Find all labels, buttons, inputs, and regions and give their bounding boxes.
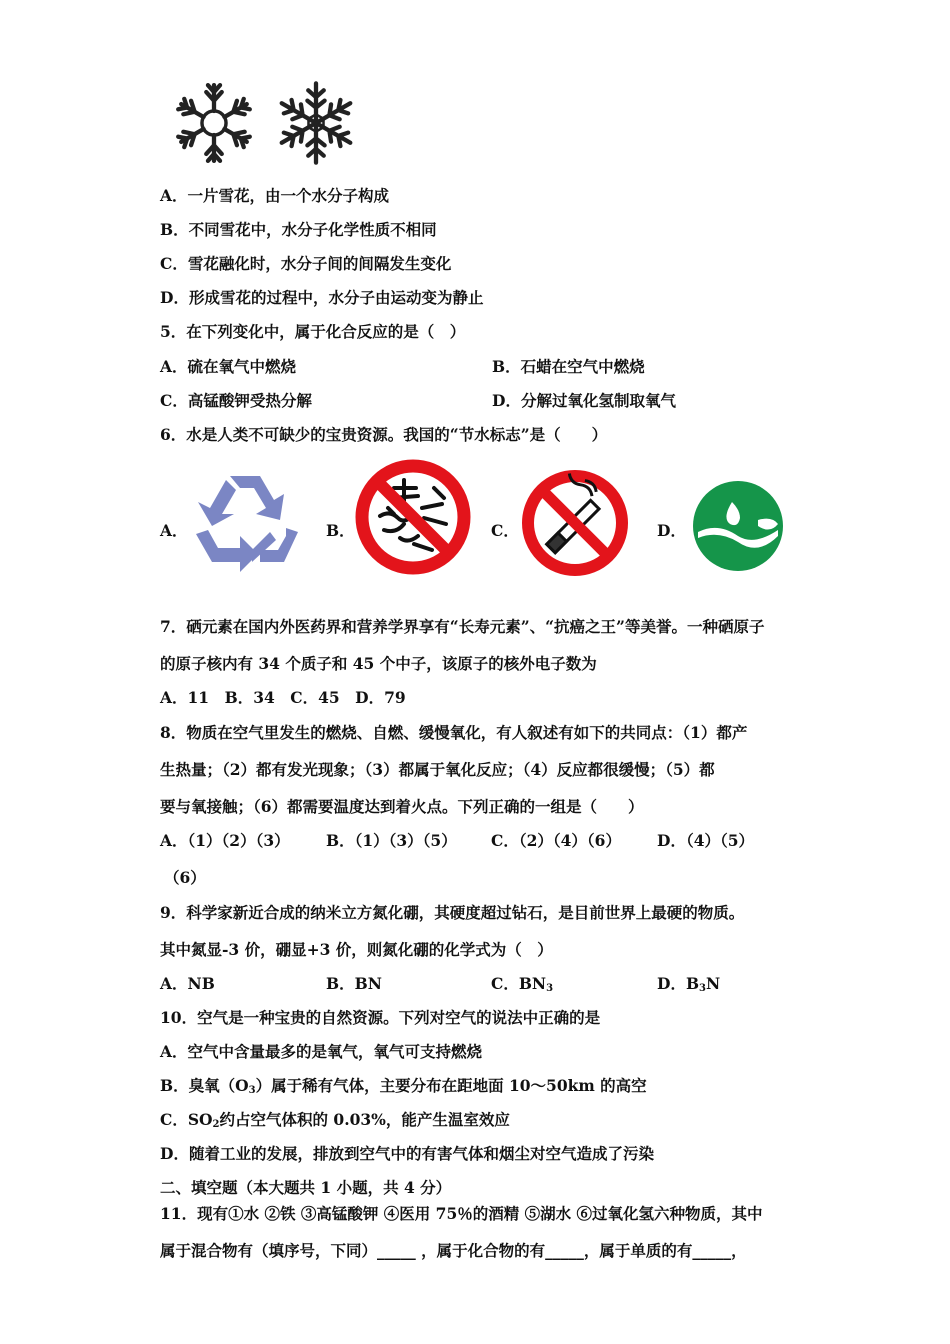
- q7-line-2: 的原子核内有 34 个质子和 45 个中子，该原子的核外电子数为: [160, 654, 597, 673]
- recycle-icon: [190, 470, 302, 572]
- q8-option-a: A．（1）（2）（3）: [160, 831, 290, 850]
- water-saving-icon: [692, 480, 784, 572]
- no-logging-icon: [354, 458, 472, 576]
- q11-line-2: 属于混合物有（填序号，下同）_____ ，属于化合物的有_____，属于单质的有_____，: [160, 1241, 747, 1260]
- no-smoking-icon: [520, 468, 630, 578]
- q8-option-c: C．（2）（4）（6）: [491, 831, 621, 850]
- q8-line-1: 8．物质在空气里发生的燃烧、自燃、缓慢氧化，有人叙述有如下的共同点：（1）都产: [160, 723, 748, 742]
- q9-line-1: 9．科学家新近合成的纳米立方氮化硼，其硬度超过钻石，是目前世界上最硬的物质。: [160, 903, 745, 922]
- q7-line-1: 7．硒元素在国内外医药界和营养学界享有“长寿元素”、“抗癌之王”等美誉。一种硒原子: [160, 617, 765, 636]
- q7-options: A．11 B．34 C．45 D．79: [160, 688, 406, 707]
- section-title: 二、填空题（本大题共 1 小题，共 4 分）: [160, 1178, 452, 1197]
- q9-option-c: C．$BN_3$: [491, 974, 554, 994]
- q5-option-a: A．硫在氧气中燃烧: [160, 357, 297, 376]
- q6-stem: 6．水是人类不可缺少的宝贵资源。我国的“节水标志”是（ ）: [160, 425, 608, 444]
- q11-line-1: 11．现有①水 ②铁 ③高锰酸钾 ④医用 75％的酒精 ⑤湖水 ⑥过氧化氢六种物质，其中: [160, 1204, 763, 1223]
- q8-option-d: D．（4）（5）: [657, 831, 755, 850]
- q8-option-d-cont: （6）: [164, 868, 206, 887]
- q10-option-c: C．$SO_2$约占空气体积的 0.03%，能产生温室效应: [160, 1110, 510, 1130]
- q4-option-d: D．形成雪花的过程中，水分子由运动变为静止: [160, 288, 484, 307]
- q10-option-b: B．臭氧$(O_3)$属于稀有气体，主要分布在距地面 10～50km 的高空: [160, 1076, 647, 1096]
- q8-line-2: 生热量；（2）都有发光现象；（3）都属于氧化反应；（4）反应都很缓慢；（5）都: [160, 760, 715, 779]
- q10-option-a: A．空气中含量最多的是氧气，氧气可支持燃烧: [160, 1042, 483, 1061]
- q9-line-2: 其中氮显-3 价，硼显+3 价，则氮化硼的化学式为（ ）: [160, 940, 553, 959]
- q6-label-a: A．: [160, 521, 188, 540]
- q4-option-b: B．不同雪花中，水分子化学性质不相同: [160, 220, 437, 239]
- q6-label-b: B．: [326, 521, 355, 540]
- q6-label-d: D．: [657, 521, 686, 540]
- q9-option-d: D．$B_3N$: [657, 974, 721, 994]
- q9-option-b: B．BN: [326, 974, 382, 993]
- q10-stem: 10．空气是一种宝贵的自然资源。下列对空气的说法中正确的是: [160, 1008, 601, 1027]
- q8-line-3: 要与氧接触；（6）都需要温度达到着火点。下列正确的一组是（ ）: [160, 797, 644, 816]
- snowflake-icon: [272, 80, 360, 166]
- q6-label-c: C．: [491, 521, 519, 540]
- q5-option-c: C．高锰酸钾受热分解: [160, 391, 312, 410]
- snowflake-icon: [165, 80, 263, 166]
- q4-option-a: A．一片雪花，由一个水分子构成: [160, 186, 390, 205]
- q9-option-a: A．NB: [160, 974, 215, 993]
- q4-option-c: C．雪花融化时，水分子间的间隔发生变化: [160, 254, 452, 273]
- q8-option-b: B．（1）（3）（5）: [326, 831, 457, 850]
- q10-option-d: D．随着工业的发展，排放到空气中的有害气体和烟尘对空气造成了污染: [160, 1144, 654, 1163]
- q5-stem: 5．在下列变化中，属于化合反应的是（ ）: [160, 322, 466, 341]
- q5-option-d: D．分解过氧化氢制取氧气: [492, 391, 676, 410]
- q5-option-b: B．石蜡在空气中燃烧: [492, 357, 645, 376]
